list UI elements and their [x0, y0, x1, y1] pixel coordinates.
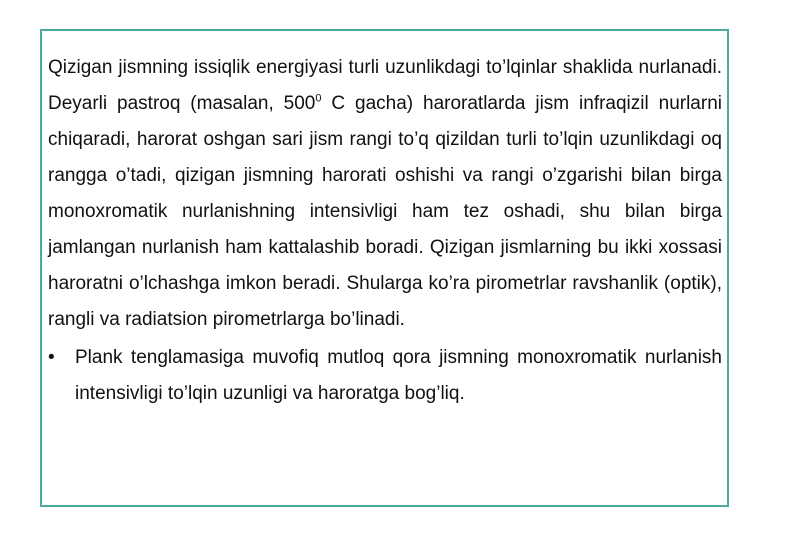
degree-superscript: 0 [315, 92, 322, 105]
bullet-item [48, 340, 722, 412]
bullet-icon: • [48, 347, 55, 368]
main-paragraph [48, 50, 722, 338]
bullet-text: Plank tenglamasiga muvofiq mutloq qora jismning monoxromatik nurlanish intensivligi to’lqin uzunligi va haroratga bog’liq. [75, 347, 722, 404]
slide-content [48, 50, 722, 412]
paragraph-text-part1: Qizigan jismning issiqlik energiyasi turli uzunlikdagi to’lqinlar shaklida nurlanadi. Deyarli pastroq (masalan, 500 [48, 57, 722, 114]
paragraph-text-part2: C gacha) haroratlarda jism infraqizil nurlarni chiqaradi, harorat oshgan sari jism rangi to’q qizildan turli to’lqin uzunlikdagi oq rangga o’tadi, qizigan jismning harorati oshishi va rangi o’zgarishi bilan birga monoxromatik nurlanishning intensivligi ham tez oshadi, shu bilan birga jamlangan nurlanish ham kattalashib boradi. Qizigan jismlarning bu ikki xossasi haroratni o’lchashga imkon beradi. Shularga ko’ra pirometrlar ravshanlik (optik), rangli va radiatsion pirometrlarga bo’linadi. [48, 93, 722, 330]
